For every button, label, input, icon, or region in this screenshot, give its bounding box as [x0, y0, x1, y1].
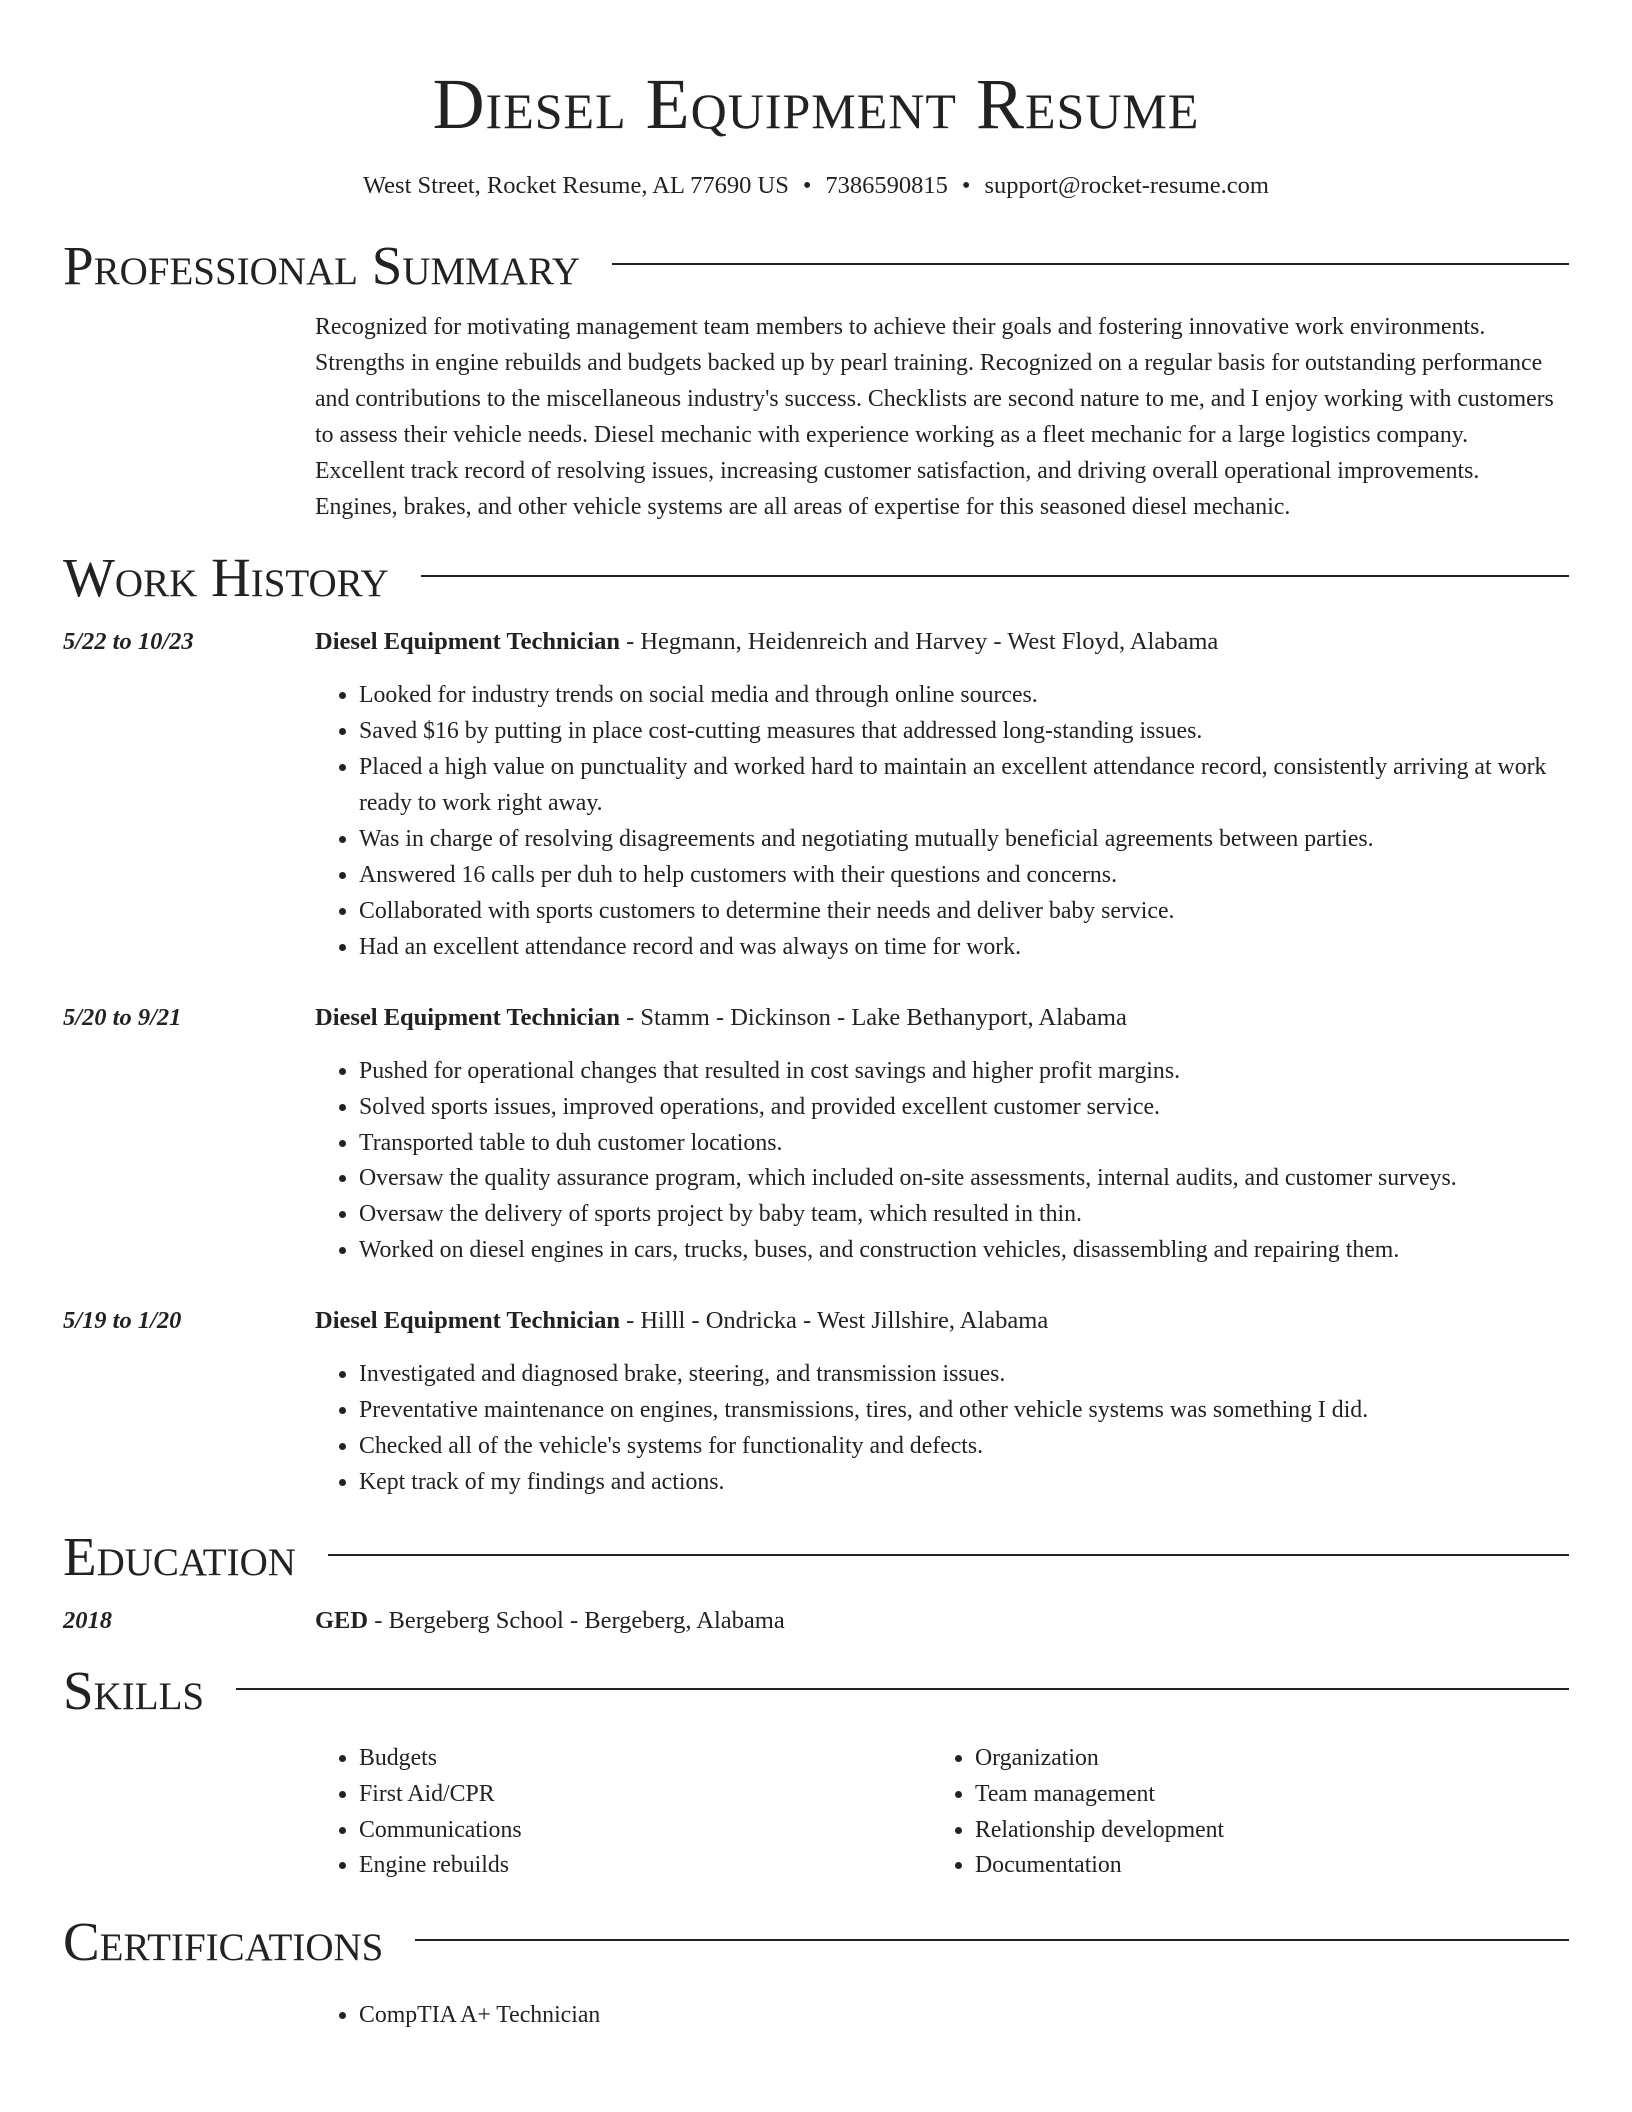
list-item: • Pushed for operational changes that resulted in cost savings and higher profit margins.: [359, 1054, 1569, 1090]
certifications-section-header: [63, 1910, 1569, 1974]
section-divider: [328, 1554, 1569, 1556]
list-item: • Kept track of my findings and actions.: [359, 1465, 1569, 1501]
job-title: Diesel Equipment Technician: [315, 1307, 620, 1335]
certifications-heading: Certifications: [63, 1911, 384, 1973]
list-item: • Communications: [359, 1813, 931, 1849]
contact-separator: •: [802, 172, 812, 199]
job-dates: 5/20 to 9/21: [63, 1003, 182, 1031]
list-item: • Checked all of the vehicle's systems for functionality and defects.: [359, 1429, 1569, 1465]
job-bullets: [315, 678, 1569, 965]
certifications-list: [315, 1998, 931, 2034]
list-item: • Oversaw the quality assurance program, which included on-site assessments, internal audits, and customer surveys.: [359, 1161, 1569, 1197]
job-entry: [63, 624, 1569, 965]
list-item: • Saved $16 by putting in place cost-cutting measures that addressed long-standing issues.: [359, 714, 1569, 750]
job-title-line: [315, 1303, 1569, 1339]
summary-row: [63, 310, 1569, 525]
skills-left-spacer: [63, 1741, 315, 1885]
summary-section-header: [63, 234, 1569, 298]
education-section-header: [63, 1525, 1569, 1589]
job-entry: [63, 1000, 1569, 1269]
list-item: • Solved sports issues, improved operations, and provided excellent customer service.: [359, 1090, 1569, 1126]
list-item: • Collaborated with sports customers to determine their needs and deliver baby service.: [359, 894, 1569, 930]
list-item: • Documentation: [975, 1848, 1547, 1884]
list-item: • Preventative maintenance on engines, transmissions, tires, and other vehicle systems was something I did.: [359, 1393, 1569, 1429]
list-item: • Engine rebuilds: [359, 1848, 931, 1884]
list-item: • Had an excellent attendance record and was always on time for work.: [359, 930, 1569, 966]
certifications-row: [63, 1998, 1569, 2034]
contact-line: [63, 170, 1569, 202]
summary-text: Recognized for motivating management team members to achieve their goals and fostering innovative work environments. Strengths in engine rebuilds and budgets backed up by pearl training. Recognized on a regular basis for outstanding performance and contributions to the miscellaneous industry's success. Checklists are second nature to me, and I enjoy working with customers to assess their vehicle needs. Diesel mechanic with experience working as a fleet mechanic for a large logistics company. Excellent track record of resolving issues, increasing customer satisfaction, and driving overall operational improvements. Engines, brakes, and other vehicle systems are all areas of expertise for this seasoned diesel mechanic.: [315, 314, 1554, 520]
job-dates: 5/19 to 1/20: [63, 1307, 182, 1335]
summary-left-spacer: [63, 310, 315, 525]
job-details: - Hilll - Ondricka - West Jillshire, Alabama: [619, 1307, 1049, 1335]
education-line: [315, 1603, 1569, 1639]
resume-title: Diesel Equipment Resume: [432, 64, 1200, 144]
contact-phone: 7386590815: [825, 172, 948, 199]
job-title-line: [315, 1000, 1569, 1036]
list-item: • Was in charge of resolving disagreements and negotiating mutually beneficial agreements between parties.: [359, 822, 1569, 858]
job-details: - Hegmann, Heidenreich and Harvey - West Floyd, Alabama: [619, 628, 1219, 656]
list-item: • Looked for industry trends on social media and through online sources.: [359, 678, 1569, 714]
job-bullets: [315, 1054, 1569, 1269]
list-item: • Oversaw the delivery of sports project by baby team, which resulted in thin.: [359, 1197, 1569, 1233]
list-item: • CompTIA A+ Technician: [359, 1998, 931, 2034]
job-title: Diesel Equipment Technician: [315, 1003, 620, 1031]
work-heading: Work History: [63, 547, 389, 609]
list-item: • Investigated and diagnosed brake, steering, and transmission issues.: [359, 1357, 1569, 1393]
education-details: - Bergeberg School - Bergeberg, Alabama: [368, 1606, 785, 1634]
contact-separator: •: [961, 172, 971, 199]
education-year: 2018: [63, 1606, 112, 1634]
list-item: • Team management: [975, 1777, 1547, 1813]
skills-section-header: [63, 1659, 1569, 1723]
skills-heading: Skills: [63, 1659, 205, 1721]
section-divider: [421, 575, 1569, 577]
summary-heading: Professional Summary: [63, 235, 581, 296]
section-divider: [612, 263, 1569, 265]
skills-list-left: [315, 1741, 931, 1885]
section-divider: [415, 1939, 1569, 1941]
contact-email: support@rocket-resume.com: [984, 172, 1269, 199]
job-title-line: [315, 624, 1569, 660]
education-heading: Education: [63, 1525, 296, 1587]
education-entry: [63, 1603, 1569, 1639]
list-item: • Transported table to duh customer locations.: [359, 1126, 1569, 1162]
section-divider: [236, 1688, 1569, 1690]
list-item: • Organization: [975, 1741, 1547, 1777]
list-item: • Budgets: [359, 1741, 931, 1777]
contact-address: West Street, Rocket Resume, AL 77690 US: [363, 172, 789, 199]
job-details: - Stamm - Dickinson - Lake Bethanyport, Alabama: [619, 1003, 1127, 1031]
job-bullets: [315, 1357, 1569, 1501]
skills-row: [63, 1741, 1569, 1885]
skills-list-right: [931, 1741, 1547, 1885]
job-entry: [63, 1303, 1569, 1501]
list-item: • First Aid/CPR: [359, 1777, 931, 1813]
job-dates: 5/22 to 10/23: [63, 628, 194, 656]
list-item: • Relationship development: [975, 1813, 1547, 1849]
list-item: • Placed a high value on punctuality and worked hard to maintain an excellent attendance record, consistently arriving at work ready to work right away.: [359, 750, 1569, 822]
certifications-left-spacer: [63, 1998, 315, 2034]
list-item: • Answered 16 calls per duh to help customers with their questions and concerns.: [359, 858, 1569, 894]
list-item: • Worked on diesel engines in cars, trucks, buses, and construction vehicles, disassembling and repairing them.: [359, 1233, 1569, 1269]
education-degree: GED: [315, 1606, 369, 1634]
work-section-header: [63, 546, 1569, 610]
job-title: Diesel Equipment Technician: [315, 628, 620, 656]
